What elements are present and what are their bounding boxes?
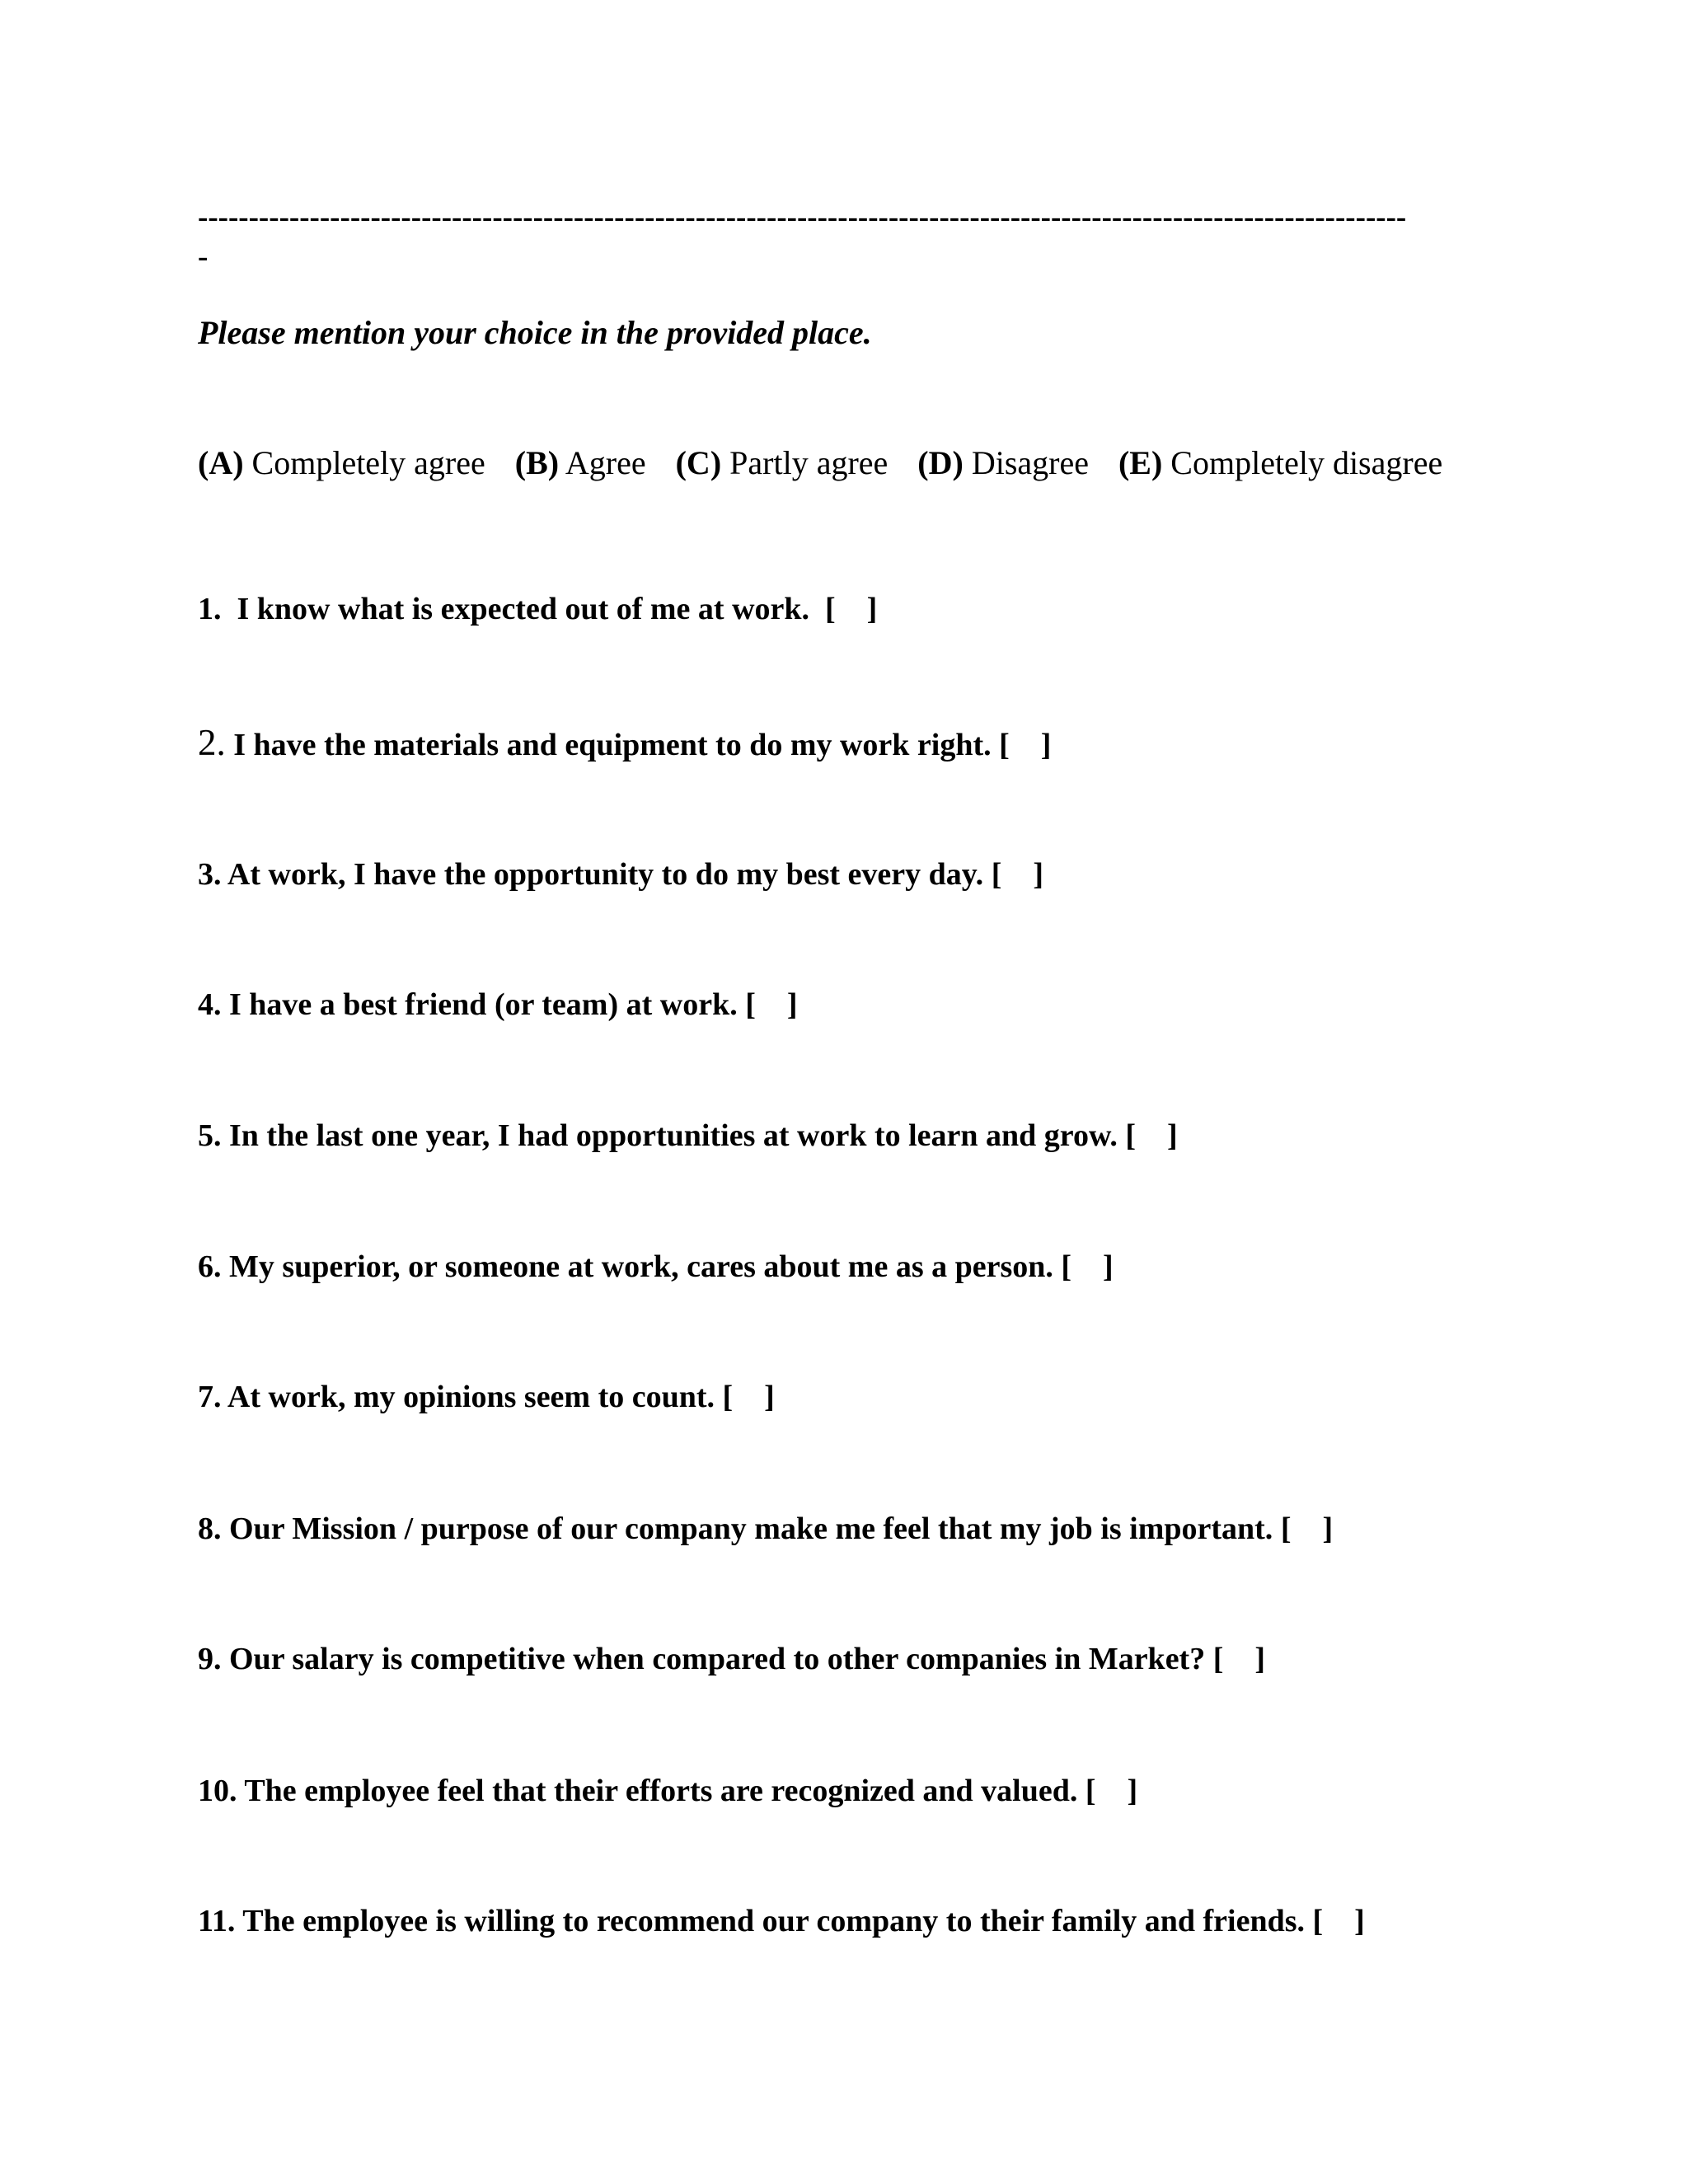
option-label: Disagree xyxy=(971,444,1089,481)
question-text: Our Mission / purpose of our company make me feel that my job is important. xyxy=(229,1511,1273,1546)
question-text: The employee feel that their efforts are recognized and valued. xyxy=(244,1774,1078,1808)
answer-box[interactable]: [ ] xyxy=(1280,1511,1334,1546)
option-e xyxy=(1118,442,1442,485)
question-number: 6. xyxy=(198,1249,222,1284)
option-d xyxy=(917,442,1089,485)
option-key: (D) xyxy=(917,444,964,481)
question-text: I know what is expected out of me at work. xyxy=(237,592,810,626)
option-key: (C) xyxy=(675,444,722,481)
answer-box[interactable]: [ ] xyxy=(999,728,1052,762)
answer-box[interactable]: [ ] xyxy=(825,592,878,626)
question-number: 8. xyxy=(198,1511,222,1546)
question-7 xyxy=(198,1376,775,1418)
question-text: The employee is willing to recommend our company to their family and friends. xyxy=(242,1904,1306,1938)
question-number: 7. xyxy=(198,1380,222,1414)
question-text: I have a best friend (or team) at work. xyxy=(229,987,738,1022)
question-5 xyxy=(198,1115,1178,1156)
question-number: 5. xyxy=(198,1118,222,1153)
question-number: 11. xyxy=(198,1904,236,1938)
option-c xyxy=(676,442,889,485)
question-text: I have the materials and equipment to do my work right. xyxy=(233,728,992,762)
answer-box[interactable]: [ ] xyxy=(991,857,1043,892)
option-key: (B) xyxy=(514,444,560,481)
question-number: 4. xyxy=(198,987,222,1022)
question-10 xyxy=(198,1770,1137,1811)
question-number: 1. xyxy=(198,592,222,626)
option-label: Completely disagree xyxy=(1170,444,1443,481)
option-a xyxy=(198,442,485,485)
option-label: Agree xyxy=(565,444,646,481)
answer-box[interactable]: [ ] xyxy=(1312,1904,1365,1938)
question-text: At work, my opinions seem to count. xyxy=(227,1380,715,1414)
question-11 xyxy=(198,1900,1365,1942)
question-text: At work, I have the opportunity to do my best every day. xyxy=(227,857,984,892)
question-text: Our salary is competitive when compared to other companies in Market? xyxy=(229,1642,1206,1676)
answer-box[interactable]: [ ] xyxy=(1212,1642,1266,1676)
question-8 xyxy=(198,1508,1333,1549)
divider-line: ----------------------------------------------------------------------------------------------------------------------- xyxy=(198,200,1407,234)
question-4 xyxy=(198,984,798,1025)
question-number: 3. xyxy=(198,857,222,892)
question-number: 2. xyxy=(198,722,226,763)
answer-box[interactable]: [ ] xyxy=(1085,1774,1138,1808)
option-label: Completely agree xyxy=(251,444,485,481)
question-9 xyxy=(198,1638,1265,1680)
answer-box[interactable]: [ ] xyxy=(745,987,798,1022)
question-3 xyxy=(198,854,1043,895)
answer-box[interactable]: [ ] xyxy=(1125,1118,1178,1153)
question-number: 9. xyxy=(198,1642,222,1676)
option-key: (E) xyxy=(1118,444,1163,481)
rating-scale-legend xyxy=(198,442,1442,485)
question-text: In the last one year, I had opportunities at work to learn and grow. xyxy=(229,1118,1118,1153)
question-2 xyxy=(198,722,1051,766)
question-text: My superior, or someone at work, cares about me as a person. xyxy=(229,1249,1053,1284)
divider-line-tail: - xyxy=(198,240,209,274)
question-6 xyxy=(198,1246,1114,1287)
option-label: Partly agree xyxy=(729,444,889,481)
question-1 xyxy=(198,588,877,630)
question-number: 10. xyxy=(198,1774,237,1808)
answer-box[interactable]: [ ] xyxy=(1061,1249,1114,1284)
instruction-text: Please mention your choice in the provided place. xyxy=(198,314,872,351)
answer-box[interactable]: [ ] xyxy=(722,1380,775,1414)
option-key: (A) xyxy=(198,444,244,481)
option-b xyxy=(515,442,646,485)
